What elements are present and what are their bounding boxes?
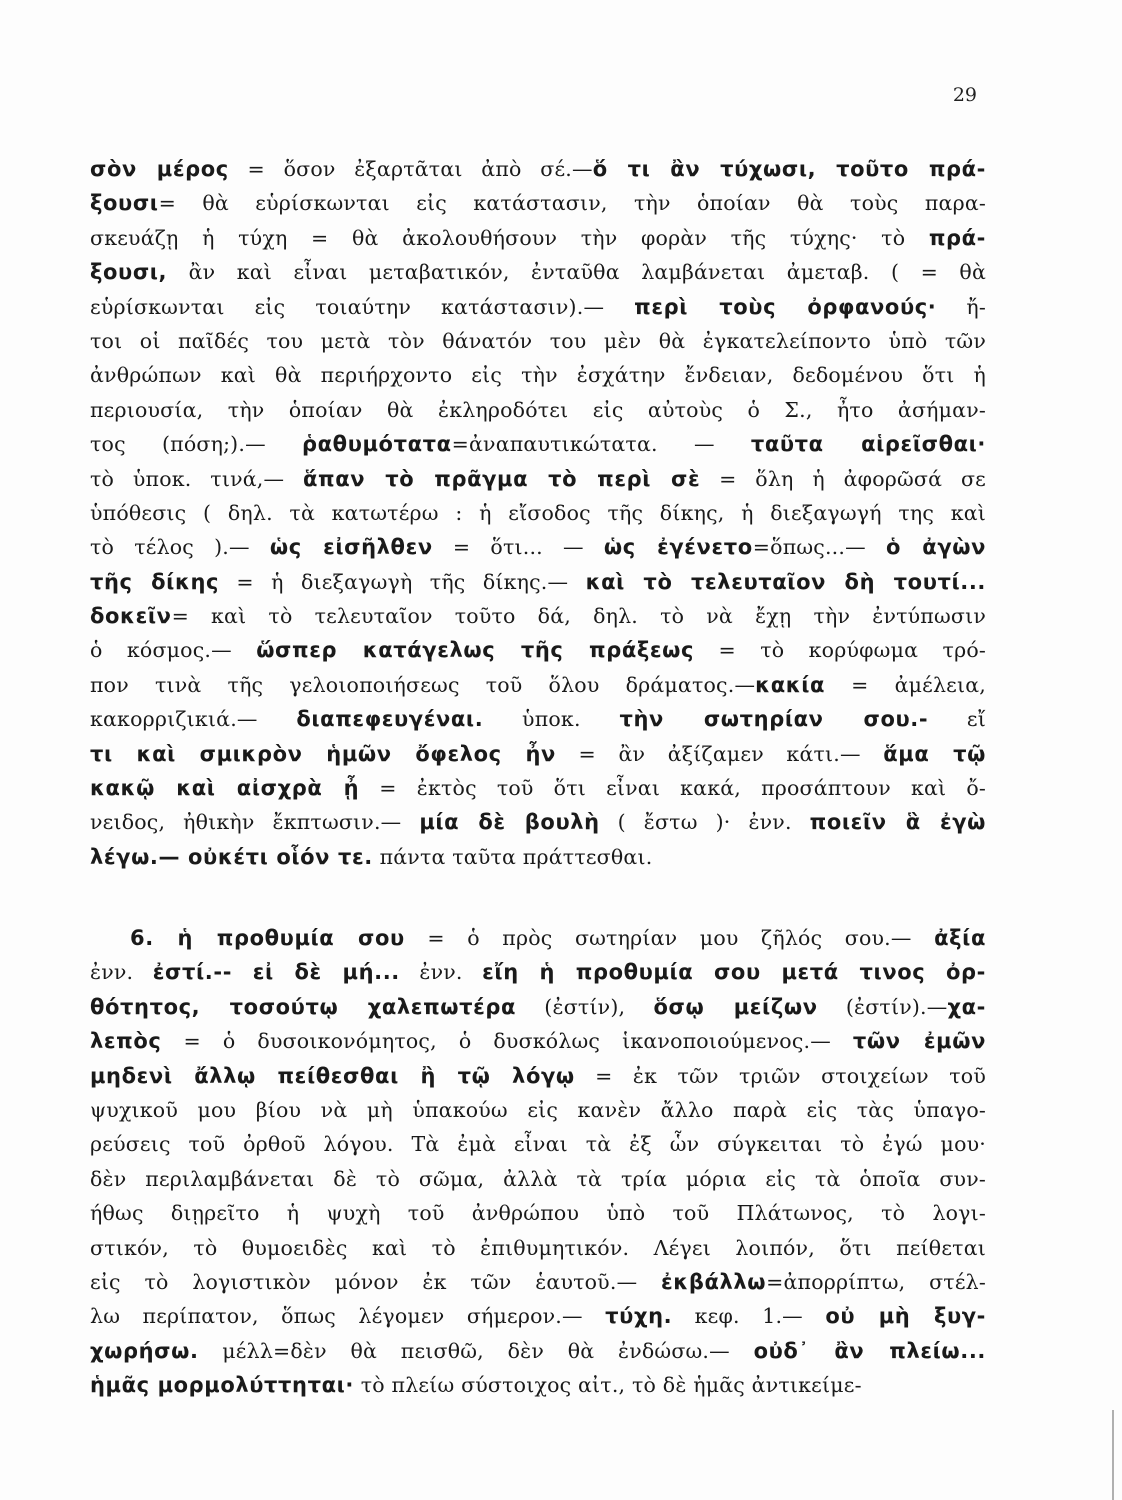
text-line — [90, 668, 986, 702]
bold-lemma: ἀξία — [934, 926, 986, 950]
bold-lemma: κακία — [755, 672, 826, 697]
text-line — [90, 1265, 986, 1299]
bold-lemma: τὴν σωτηρίαν σου.- — [619, 707, 929, 732]
bold-lemma: τύχη. — [605, 1304, 673, 1329]
text-line — [90, 530, 986, 564]
bold-lemma: κακῷ καὶ αἰσχρὰ ᾖ — [90, 776, 360, 801]
bold-lemma: μηδενὶ ἄλλῳ πείθεσθαι ἢ τῷ λόγῳ — [90, 1063, 575, 1088]
gloss-text: νειδος, ἠθικὴν ἔκπτωσιν.— — [90, 810, 420, 835]
bold-lemma: διαπεφευγέναι. — [296, 707, 484, 732]
gloss-text: εὑρίσκωνται εἰς τοιαύτην κατάστασιν).— — [90, 294, 635, 319]
gloss-text: κεφ. 1.— — [672, 1304, 826, 1329]
gloss-text: κακορριζικιά.— — [90, 707, 297, 732]
gloss-text: = ὁ πρὸς σωτηρίαν μου ζῆλός σου.— — [404, 926, 935, 950]
gloss-text: = ἀμέλεια, — [825, 672, 986, 697]
bold-lemma: καὶ τὸ τελευταῖον δὴ τουτί... — [585, 569, 986, 594]
gloss-text: μέλλ=δὲν θὰ πεισθῶ, δὲν θὰ ἐνδώσω.— — [198, 1338, 754, 1363]
bold-lemma: λέγω.— οὐκέτι οἷόν τε. — [90, 844, 373, 869]
gloss-text: λω περίπατον, ὅπως λέγομεν σήμερον.— — [90, 1304, 606, 1329]
gloss-text: ρεύσεις τοῦ ὀρθοῦ λόγου. Τὰ ἐμὰ εἶναι τὰ ἐξ ὧν σύγκειται τὸ ἐγώ μου· — [90, 1132, 986, 1157]
bold-lemma: ὅ τι ἂν τύχωσι, τοῦτο πρά- — [592, 157, 986, 181]
bold-lemma: χα- — [947, 994, 986, 1019]
gloss-text: (ἐστίν).— — [817, 994, 948, 1019]
bold-lemma: ἡμᾶς μορμολύττηται· — [90, 1373, 354, 1398]
bold-lemma: ἐκβάλλω — [661, 1269, 767, 1294]
gloss-text: = ὅτι... — — [432, 535, 604, 560]
gloss-text: = καὶ τὸ τελευταῖον τοῦτο δά, δηλ. τὸ νὰ ἔχῃ τὴν ἐντύπωσιν — [171, 604, 986, 629]
bold-lemma: οὐ μὴ ξυγ- — [825, 1304, 986, 1329]
text-line — [90, 633, 986, 667]
text-line — [90, 599, 986, 633]
gloss-text: ἀνθρώπων καὶ θὰ περιήρχοντο εἰς τὴν ἐσχάτην ἔνδειαν, δεδομένου ὅτι ἡ — [90, 363, 986, 388]
gloss-text: τὸ πλείω σύστοιχος αἰτ., τὸ δὲ ἡμᾶς ἀντικείμε- — [354, 1373, 862, 1398]
bold-lemma: ἅμα τῷ — [883, 741, 986, 766]
bold-lemma: 6. ἡ προθυμία σου — [130, 926, 405, 950]
gloss-text: =ἀναπαυτικώτατα. — — [451, 432, 751, 457]
bold-lemma: περὶ τοὺς ὀρφανούς· — [634, 294, 937, 319]
gloss-text: περιουσία, τὴν ὁποίαν θὰ ἐκληροδότει εἰς αὐτοὺς ὁ Σ., ἦτο ἀσήμαν- — [90, 397, 986, 422]
gloss-text: εἴ — [928, 707, 986, 732]
page-number: 29 — [952, 84, 977, 106]
bold-lemma: ταῦτα αἱρεῖσθαι· — [750, 432, 986, 457]
bold-lemma: εἴη ἡ προθυμία σου μετά τινος ὀρ- — [482, 960, 986, 985]
text-line — [90, 1334, 986, 1368]
bold-lemma: ξουσι, — [90, 260, 168, 285]
bold-lemma: ὥσπερ κατάγελως τῆς πράξεως — [256, 638, 695, 663]
scan-edge-mark — [1112, 1410, 1114, 1500]
text-line — [90, 1127, 986, 1161]
gloss-text: = ὁ δυσοικονόμητος, ὁ δυσκόλως ἱκανοποιούμενος.— — [161, 1029, 853, 1054]
text-line — [90, 496, 986, 530]
bold-lemma: ἐστί.-- εἰ δὲ μή... — [152, 960, 400, 985]
text-line — [90, 290, 986, 324]
text-line — [90, 702, 986, 736]
gloss-text: = τὸ κορύφωμα τρό- — [694, 638, 986, 663]
text-line — [90, 1059, 986, 1093]
bold-lemma: ποιεῖν ἃ ἐγὼ — [809, 810, 986, 835]
gloss-text: ὑποκ. — [483, 707, 620, 732]
text-line — [90, 1196, 986, 1230]
commentary-paragraph-2 — [90, 921, 986, 1402]
text-line — [90, 1093, 986, 1127]
gloss-text: = θὰ εὑρίσκωνται εἰς κατάστασιν, τὴν ὁποίαν θὰ τοὺς παρα- — [158, 191, 986, 216]
text-line — [90, 462, 986, 496]
gloss-text: δὲν περιλαμβάνεται δὲ τὸ σῶμα, ἀλλὰ τὰ τρία μόρια εἰς τὰ ὁποῖα συν- — [90, 1166, 986, 1191]
gloss-text: ψυχικοῦ μου βίου νὰ μὴ ὑπακούω εἰς κανὲν ἄλλο παρὰ εἰς τὰς ὑπαγο- — [90, 1097, 986, 1122]
gloss-text: σκευάζῃ ἡ τύχη = θὰ ἀκολουθήσουν τὴν φορὰν τῆς τύχης· τὸ — [90, 225, 929, 250]
gloss-text: =ὅπως...— — [752, 535, 886, 560]
text-line — [90, 255, 986, 289]
text-line — [90, 565, 986, 599]
text-line — [90, 221, 986, 255]
bold-lemma: θότητος, τοσούτῳ χαλεπωτέρα — [90, 994, 517, 1019]
text-line — [90, 1299, 986, 1333]
bold-lemma: τῶν ἐμῶν — [852, 1029, 986, 1054]
gloss-text: τοι οἱ παῖδές του μετὰ τὸν θάνατόν του μὲν θὰ ἐγκατελείποντο ὑπὸ τῶν — [90, 328, 986, 353]
gloss-text: πον τινὰ τῆς γελοιοποιήσεως τοῦ ὅλου δράματος.— — [90, 672, 756, 697]
text-line — [90, 358, 986, 392]
text-line — [90, 427, 986, 461]
text-line — [90, 737, 986, 771]
bold-lemma: ὡς εἰσῆλθεν — [269, 535, 433, 560]
bold-lemma: ῥαθυμότατα — [302, 432, 452, 457]
bold-lemma: τι καὶ σμικρὸν ἡμῶν ὄφελος ἦν — [90, 741, 556, 766]
text-line — [90, 955, 986, 989]
bold-lemma: ὅσῳ μείζων — [653, 994, 818, 1019]
gloss-text: (ἐστίν), — [516, 994, 654, 1019]
text-line — [90, 805, 986, 839]
text-line — [90, 990, 986, 1024]
bold-lemma: ξουσι — [90, 191, 159, 216]
bold-lemma: πρά- — [928, 225, 986, 250]
text-line — [90, 324, 986, 358]
text-line — [90, 771, 986, 805]
gloss-text: τὸ ὑποκ. τινά,— — [90, 466, 304, 491]
gloss-text: ὑπόθεσις ( δηλ. τὰ κατωτέρω : ἡ εἴσοδος τῆς δίκης, ἡ διεξαγωγή της καὶ — [90, 500, 986, 525]
text-line — [90, 152, 986, 186]
gloss-text: ἐνν. — [90, 960, 153, 985]
gloss-text: = ἐκ τῶν τριῶν στοιχείων τοῦ — [574, 1063, 986, 1088]
text-line — [90, 921, 986, 955]
gloss-text: εἰς τὸ λογιστικὸν μόνον ἐκ τῶν ἑαυτοῦ.— — [90, 1269, 662, 1294]
gloss-text: ἤ- — [936, 294, 986, 319]
text-line — [90, 1368, 986, 1402]
bold-lemma: τῆς δίκης — [90, 569, 220, 594]
gloss-text: στικόν, τὸ θυμοειδὲς καὶ τὸ ἐπιθυμητικόν. Λέγει λοιπόν, ὅτι πείθεται — [90, 1235, 986, 1260]
gloss-text: = ἂν ἀξίζαμεν κάτι.— — [555, 741, 884, 766]
gloss-text: ήθως διῃρεῖτο ἡ ψυχὴ τοῦ ἀνθρώπου ὑπὸ τοῦ Πλάτωνος, τὸ λογι- — [90, 1201, 986, 1226]
text-line — [90, 1162, 986, 1196]
gloss-text: =ἀπορρίπτω, στέλ- — [766, 1269, 986, 1294]
gloss-text: τος (πόση;).— — [90, 432, 303, 457]
gloss-text: = ἐκτὸς τοῦ ὅτι εἶναι κακά, προσάπτουν καὶ ὄ- — [359, 776, 986, 801]
text-line — [90, 1024, 986, 1058]
bold-lemma: λεπὸς — [90, 1029, 162, 1054]
bold-lemma: οὐδ᾽ ἂν πλείω... — [753, 1338, 986, 1363]
bold-lemma: χωρήσω. — [90, 1338, 199, 1363]
bold-lemma: δοκεῖν — [90, 604, 172, 629]
gloss-text: τὸ τέλος ).— — [90, 535, 270, 560]
gloss-text: = ὅσον ἐξαρτᾶται ἀπὸ σέ.— — [228, 157, 593, 181]
bold-lemma: σὸν μέρος — [90, 157, 229, 181]
gloss-text: ( ἔστω )· ἐνν. — [599, 810, 810, 835]
gloss-text: = ὅλη ἡ ἀφορῶσά σε — [700, 466, 986, 491]
text-line — [90, 840, 986, 874]
text-line — [90, 1231, 986, 1265]
text-line — [90, 393, 986, 427]
gloss-text: = ἡ διεξαγωγὴ τῆς δίκης.— — [219, 569, 586, 594]
gloss-text: ἂν καὶ εἶναι μεταβατικόν, ἐνταῦθα λαμβάνεται ἀμεταβ. ( = θὰ — [167, 260, 986, 285]
text-line — [90, 186, 986, 220]
bold-lemma: ἅπαν τὸ πρᾶγμα τὸ περὶ σὲ — [303, 466, 701, 491]
commentary-paragraph-1 — [90, 152, 986, 874]
gloss-text: πάντα ταῦτα πράττεσθαι. — [372, 844, 653, 869]
bold-lemma: ὡς ἐγένετο — [603, 535, 753, 560]
bold-lemma: ὁ ἀγὼν — [885, 535, 986, 560]
gloss-text: ἐνν. — [399, 960, 483, 985]
bold-lemma: μία δὲ βουλὴ — [419, 810, 600, 835]
gloss-text: ὁ κόσμος.— — [90, 638, 257, 663]
